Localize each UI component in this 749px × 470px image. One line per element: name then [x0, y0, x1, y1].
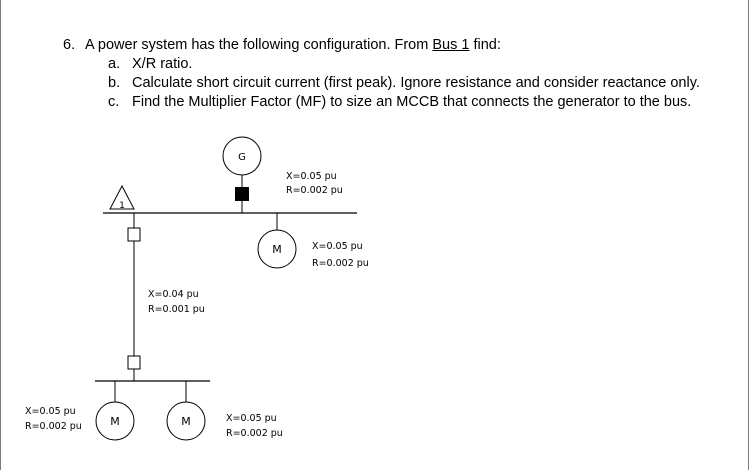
question-number: 6. — [63, 37, 76, 53]
feeder-x-label: X=0.04 pu — [148, 289, 199, 300]
generator-symbol: G — [238, 152, 246, 163]
question-stem-after: find: — [469, 37, 501, 53]
motor-top-symbol: M — [272, 243, 282, 256]
question-stem-before: A power system has the following configuration. From — [85, 37, 433, 53]
generator-x-label: X=0.05 pu — [286, 171, 337, 182]
motor-left-r-label: R=0.002 pu — [25, 421, 82, 432]
item-text: Find the Multiplier Factor (MF) to size an MCCB that connects the generator to the bus. — [132, 94, 692, 110]
generator-r-label: R=0.002 pu — [286, 185, 343, 196]
generator-breaker-icon — [235, 187, 249, 201]
motor-left-x-label: X=0.05 pu — [25, 406, 76, 417]
motor-right-x-label: X=0.05 pu — [226, 413, 277, 424]
motor-right-symbol: M — [181, 415, 191, 428]
feeder-breaker-top-icon — [128, 228, 140, 241]
item-marker: c. — [108, 94, 120, 110]
motor-left-symbol: M — [110, 415, 120, 428]
item-text: X/R ratio. — [132, 56, 193, 72]
bus-1-label: 1 — [119, 201, 125, 211]
question-stem-bus: Bus 1 — [432, 37, 470, 53]
item-marker: a. — [108, 56, 121, 72]
motor-top-x-label: X=0.05 pu — [312, 241, 363, 252]
feeder-r-label: R=0.001 pu — [148, 304, 205, 315]
item-marker: b. — [108, 75, 121, 91]
motor-top-r-label: R=0.002 pu — [312, 258, 369, 269]
motor-right-r-label: R=0.002 pu — [226, 428, 283, 439]
feeder-breaker-bottom-icon — [128, 356, 140, 369]
item-text: Calculate short circuit current (first peak). Ignore resistance and consider reactance only. — [132, 75, 700, 91]
